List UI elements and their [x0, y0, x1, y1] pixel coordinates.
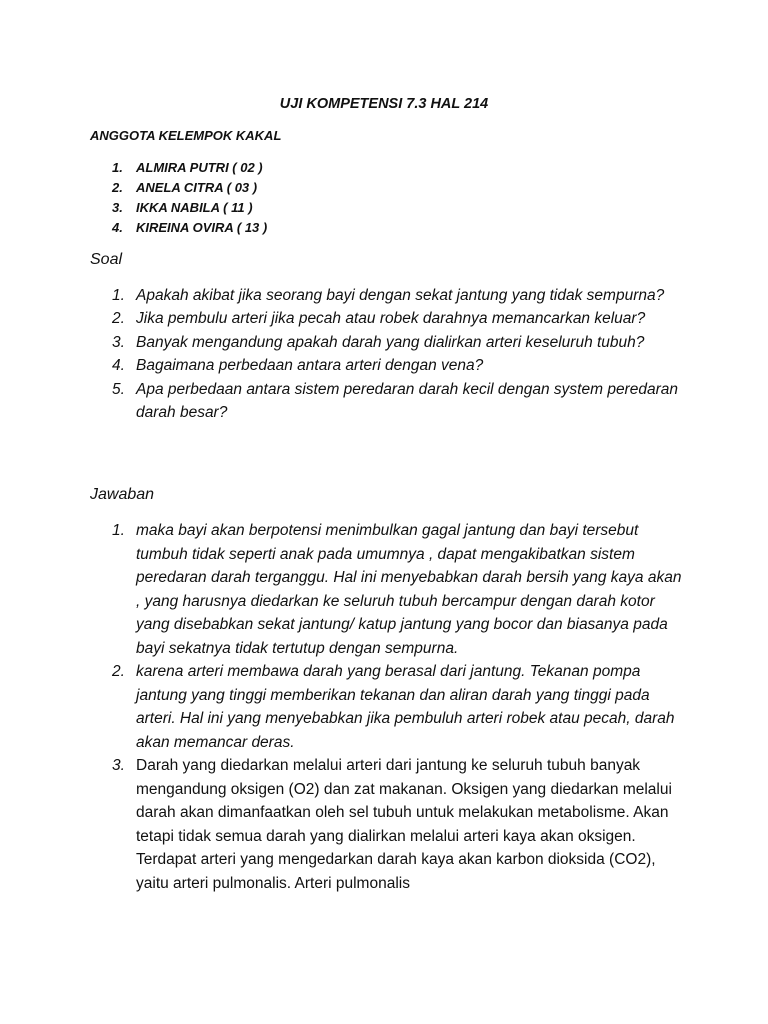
answer-item: [90, 660, 690, 754]
question-text: Jika pembulu arteri jika pecah atau robek darahnya memancarkan keluar?: [136, 310, 646, 328]
member-name: ANELA CITRA ( 03 ): [136, 180, 258, 195]
member-item: [90, 218, 267, 238]
member-name: KIREINA OVIRA ( 13 ): [136, 220, 268, 235]
answer-text: karena arteri membawa darah yang berasal dari jantung. Tekanan pompa jantung yang tinggi memberikan tekanan dan aliran darah yang tinggi pada arteri. Hal ini yang menyebabkan jika pembuluh arteri robek atau pecah, darah akan memancar deras.: [136, 663, 675, 751]
question-text: Bagaimana perbedaan antara arteri dengan vena?: [136, 357, 484, 375]
question-number: 5.: [112, 380, 125, 398]
question-number: 2.: [112, 310, 125, 328]
answer-number: 2.: [112, 663, 125, 680]
member-number: 4.: [112, 220, 123, 235]
question-text: Banyak mengandung apakah darah yang dialirkan arteri keseluruh tubuh?: [136, 333, 645, 351]
question-item: [90, 378, 690, 425]
member-item: [90, 158, 267, 178]
member-list: [90, 158, 267, 238]
answers-heading: Jawaban: [90, 486, 155, 503]
question-item: [90, 354, 690, 377]
question-number: 1.: [112, 287, 125, 304]
member-number: 3.: [112, 200, 123, 215]
answer-text: maka bayi akan berpotensi menimbulkan gagal jantung dan bayi tersebut tumbuh tidak seperti anak pada umumnya , dapat mengakibatkan sistem peredaran darah terganggu. Hal ini menyebabkan darah bersih yang kaya akan , yang harusnya diedarkan ke seluruh tubuh bercampur dengan darah kotor yang disebabkan sekat jantung/ katup jantung yang bocor dan biasanya pada bayi sekatnya tidak tertutup dengan sempurna.: [136, 522, 682, 657]
member-name: ALMIRA PUTRI ( 02 ): [136, 160, 263, 175]
answer-number: 3.: [112, 757, 125, 774]
questions-heading: Soal: [90, 251, 123, 268]
question-item: [90, 331, 690, 354]
question-text: Apa perbedaan antara sistem peredaran darah kecil dengan system peredaran darah besar?: [136, 380, 678, 422]
member-number: 2.: [112, 180, 123, 195]
question-item: [90, 307, 690, 330]
answer-item: [90, 754, 690, 895]
group-label: ANGGOTA KELEMPOK KAKAL: [90, 128, 282, 143]
member-name: IKKA NABILA ( 11 ): [136, 200, 253, 215]
member-item: [90, 198, 267, 218]
question-number: 4.: [112, 357, 125, 375]
question-text: Apakah akibat jika seorang bayi dengan sekat jantung yang tidak sempurna?: [136, 287, 665, 304]
member-number: 1.: [112, 160, 123, 175]
question-list: [90, 284, 690, 424]
member-item: [90, 178, 267, 198]
question-number: 3.: [112, 333, 125, 351]
answer-item: [90, 519, 690, 660]
answer-number: 1.: [112, 522, 125, 539]
question-item: [90, 284, 690, 307]
document-title: UJI KOMPETENSI 7.3 HAL 214: [279, 96, 489, 112]
answer-text: Darah yang diedarkan melalui arteri dari jantung ke seluruh tubuh banyak mengandung oksigen (O2) dan zat makanan. Oksigen yang diedarkan melalui darah akan dimanfaatkan oleh sel tubuh untuk melakukan metabolisme. Akan tetapi tidak semua darah yang dialirkan melalui arteri kaya akan oksigen. Terdapat arteri yang mengedarkan darah kaya akan karbon dioksida (CO2), yaitu arteri pulmonalis. Arteri pulmonalis: [136, 757, 672, 892]
answer-list: [90, 519, 690, 895]
